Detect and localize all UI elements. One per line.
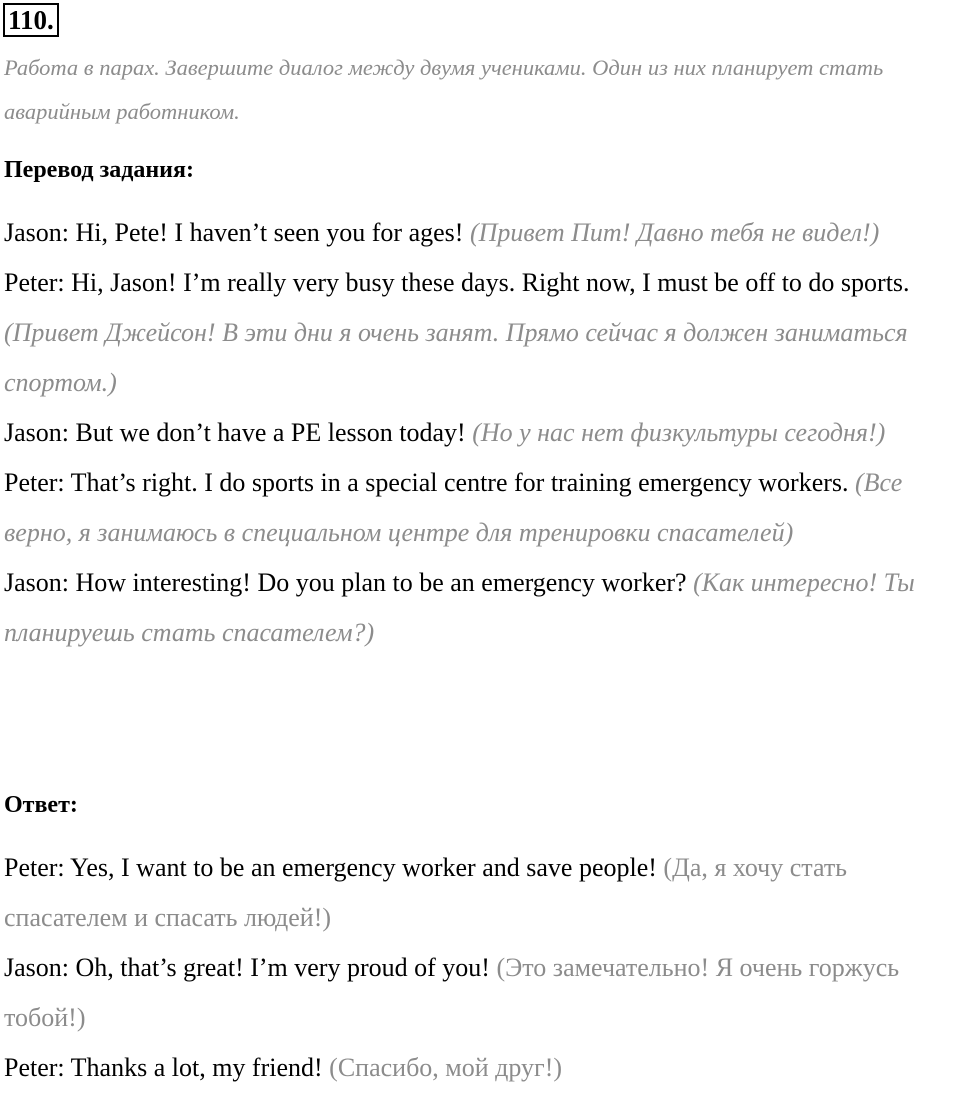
translation-heading: Перевод задания: xyxy=(4,157,194,183)
dialog-line xyxy=(4,408,960,458)
dialog-line xyxy=(4,943,960,1043)
dialog-line-text: Peter: Hi, Jason! I’m really very busy these days. Right now, I must be off to do sports. xyxy=(4,268,910,297)
dialog-line xyxy=(4,843,960,943)
task-number: 110. xyxy=(3,3,59,37)
dialog-line xyxy=(4,558,960,658)
dialog-line xyxy=(4,208,960,258)
dialog-line-text: Jason: But we don’t have a PE lesson today! xyxy=(4,418,466,447)
dialog-line-text: Jason: Hi, Pete! I haven’t seen you for ages! xyxy=(4,218,464,247)
dialog-line xyxy=(4,458,960,558)
dialog-line-text: Peter: That’s right. I do sports in a special centre for training emergency workers. xyxy=(4,468,849,497)
answer-heading: Ответ: xyxy=(4,792,78,818)
dialog-line-translation: (Но у нас нет физкультуры сегодня!) xyxy=(472,418,886,447)
dialog-line-translation: (Спасибо, мой друг!) xyxy=(329,1053,563,1082)
dialog-line-translation: (Это замечательно! Я очень горжусь тобой!) xyxy=(4,953,900,1032)
dialog-line-translation: (Все верно, я занимаюсь в специальном центре для тренировки спасателей) xyxy=(4,468,903,547)
dialog-line-text: Jason: How interesting! Do you plan to be an emergency worker? xyxy=(4,568,687,597)
dialog-line xyxy=(4,258,960,408)
dialog-line-text: Peter: Thanks a lot, my friend! xyxy=(4,1053,323,1082)
dialog-line-text: Peter: Yes, I want to be an emergency worker and save people! xyxy=(4,853,657,882)
task-instruction: Работа в парах. Завершите диалог между двумя учениками. Один из них планирует стать аварийным работником. xyxy=(4,55,884,124)
dialog-line-translation: (Да, я хочу стать спасателем и спасать людей!) xyxy=(4,853,848,932)
dialog-line-translation: (Привет Пит! Давно тебя не видел!) xyxy=(469,218,880,247)
translation-dialog xyxy=(4,208,960,658)
dialog-line-translation: (Привет Джейсон! В эти дни я очень занят. Прямо сейчас я должен заниматься спортом.) xyxy=(4,318,908,397)
dialog-line-translation: (Как интересно! Ты планируешь стать спасателем?) xyxy=(4,568,915,647)
answer-dialog xyxy=(4,843,960,1093)
dialog-line-text: Jason: Oh, that’s great! I’m very proud of you! xyxy=(4,953,490,982)
